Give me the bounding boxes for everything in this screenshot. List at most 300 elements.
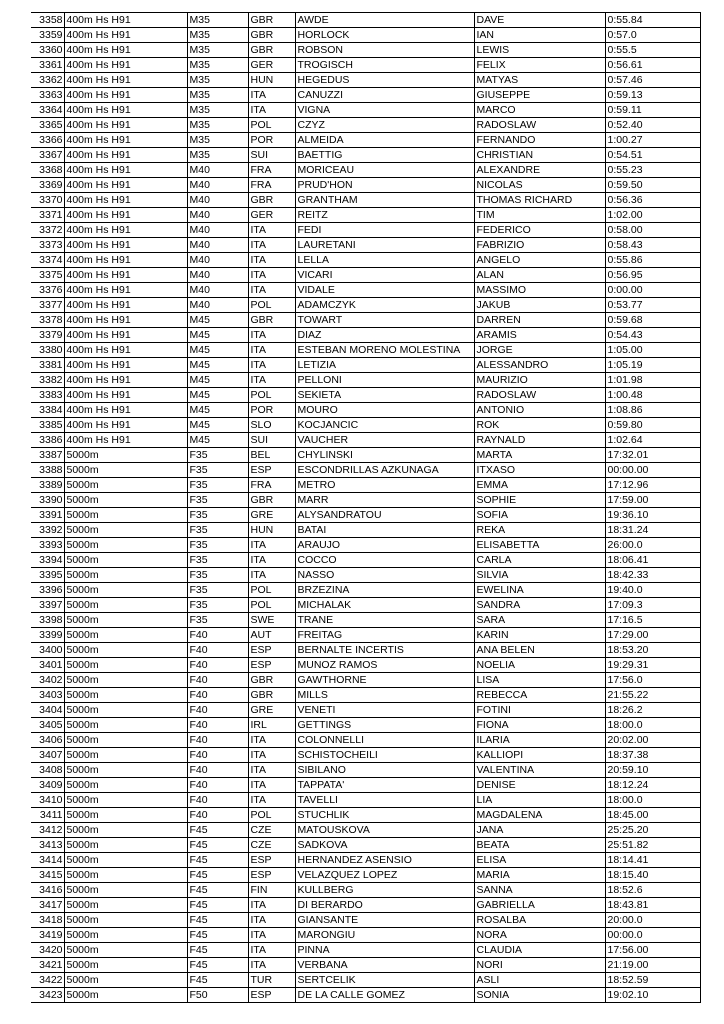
table-row <box>31 898 700 913</box>
table-row <box>31 433 700 448</box>
event-cell: 5000m <box>64 658 187 673</box>
entry-number: 3377 <box>31 298 64 313</box>
entry-number: 3375 <box>31 268 64 283</box>
category-cell: M35 <box>187 43 248 58</box>
category-cell: F35 <box>187 583 248 598</box>
nation-cell: ITA <box>248 793 295 808</box>
event-cell: 400m Hs H91 <box>64 268 187 283</box>
entry-number: 3382 <box>31 373 64 388</box>
event-cell: 400m Hs H91 <box>64 13 187 28</box>
nation-cell: ESP <box>248 988 295 1003</box>
category-cell: M45 <box>187 328 248 343</box>
time-cell: 1:00.48 <box>605 388 700 403</box>
table-row <box>31 658 700 673</box>
event-cell: 400m Hs H91 <box>64 433 187 448</box>
event-cell: 400m Hs H91 <box>64 328 187 343</box>
time-cell: 20:02.00 <box>605 733 700 748</box>
table-row <box>31 163 700 178</box>
category-cell: F45 <box>187 868 248 883</box>
first-name-cell: MARCO <box>474 103 605 118</box>
first-name-cell: KARIN <box>474 628 605 643</box>
time-cell: 20:59.10 <box>605 763 700 778</box>
first-name-cell: SARA <box>474 613 605 628</box>
entry-number: 3392 <box>31 523 64 538</box>
time-cell: 0:55.86 <box>605 253 700 268</box>
category-cell: F45 <box>187 943 248 958</box>
table-row <box>31 133 700 148</box>
first-name-cell: DENISE <box>474 778 605 793</box>
entry-number: 3405 <box>31 718 64 733</box>
time-cell: 20:00.0 <box>605 913 700 928</box>
time-cell: 19:40.0 <box>605 583 700 598</box>
category-cell: M45 <box>187 373 248 388</box>
first-name-cell: FOTINI <box>474 703 605 718</box>
category-cell: M40 <box>187 283 248 298</box>
surname-cell: ROBSON <box>295 43 474 58</box>
surname-cell: FEDI <box>295 223 474 238</box>
category-cell: F35 <box>187 523 248 538</box>
event-cell: 5000m <box>64 703 187 718</box>
table-row <box>31 793 700 808</box>
nation-cell: ITA <box>248 253 295 268</box>
table-row <box>31 703 700 718</box>
time-cell: 21:19.00 <box>605 958 700 973</box>
surname-cell: TRANE <box>295 613 474 628</box>
category-cell: F40 <box>187 688 248 703</box>
nation-cell: SUI <box>248 148 295 163</box>
time-cell: 0:58.43 <box>605 238 700 253</box>
time-cell: 0:52.40 <box>605 118 700 133</box>
event-cell: 5000m <box>64 688 187 703</box>
nation-cell: ITA <box>248 943 295 958</box>
event-cell: 5000m <box>64 913 187 928</box>
first-name-cell: EMMA <box>474 478 605 493</box>
nation-cell: GER <box>248 208 295 223</box>
time-cell: 00:00.0 <box>605 928 700 943</box>
first-name-cell: BEATA <box>474 838 605 853</box>
nation-cell: ITA <box>248 568 295 583</box>
first-name-cell: DAVE <box>474 13 605 28</box>
surname-cell: BAETTIG <box>295 148 474 163</box>
first-name-cell: EWELINA <box>474 583 605 598</box>
event-cell: 400m Hs H91 <box>64 148 187 163</box>
first-name-cell: ROK <box>474 418 605 433</box>
entry-number: 3410 <box>31 793 64 808</box>
surname-cell: MORICEAU <box>295 163 474 178</box>
entries-table-body <box>31 13 700 1003</box>
event-cell: 5000m <box>64 538 187 553</box>
table-row <box>31 568 700 583</box>
entry-number: 3383 <box>31 388 64 403</box>
time-cell: 19:29.31 <box>605 658 700 673</box>
nation-cell: ITA <box>248 268 295 283</box>
event-cell: 5000m <box>64 928 187 943</box>
table-row <box>31 88 700 103</box>
table-row <box>31 403 700 418</box>
nation-cell: POL <box>248 118 295 133</box>
category-cell: F35 <box>187 493 248 508</box>
time-cell: 1:02.64 <box>605 433 700 448</box>
entry-number: 3393 <box>31 538 64 553</box>
table-row <box>31 343 700 358</box>
first-name-cell: VALENTINA <box>474 763 605 778</box>
nation-cell: GBR <box>248 688 295 703</box>
nation-cell: POL <box>248 298 295 313</box>
surname-cell: VELAZQUEZ LOPEZ <box>295 868 474 883</box>
category-cell: F40 <box>187 748 248 763</box>
category-cell: F45 <box>187 958 248 973</box>
time-cell: 0:53.77 <box>605 298 700 313</box>
first-name-cell: SILVIA <box>474 568 605 583</box>
table-row <box>31 688 700 703</box>
category-cell: M45 <box>187 358 248 373</box>
table-row <box>31 928 700 943</box>
time-cell: 18:15.40 <box>605 868 700 883</box>
category-cell: M40 <box>187 298 248 313</box>
event-cell: 5000m <box>64 838 187 853</box>
time-cell: 18:06.41 <box>605 553 700 568</box>
event-cell: 5000m <box>64 883 187 898</box>
nation-cell: POL <box>248 598 295 613</box>
nation-cell: ITA <box>248 283 295 298</box>
category-cell: M40 <box>187 238 248 253</box>
time-cell: 25:25.20 <box>605 823 700 838</box>
entry-number: 3366 <box>31 133 64 148</box>
nation-cell: SLO <box>248 418 295 433</box>
surname-cell: VERBANA <box>295 958 474 973</box>
surname-cell: TOWART <box>295 313 474 328</box>
nation-cell: ITA <box>248 928 295 943</box>
table-row <box>31 883 700 898</box>
event-cell: 5000m <box>64 778 187 793</box>
table-row <box>31 268 700 283</box>
category-cell: M40 <box>187 253 248 268</box>
first-name-cell: GABRIELLA <box>474 898 605 913</box>
first-name-cell: RADOSLAW <box>474 118 605 133</box>
nation-cell: ITA <box>248 913 295 928</box>
surname-cell: KULLBERG <box>295 883 474 898</box>
entry-number: 3416 <box>31 883 64 898</box>
event-cell: 5000m <box>64 898 187 913</box>
time-cell: 18:43.81 <box>605 898 700 913</box>
entry-number: 3363 <box>31 88 64 103</box>
surname-cell: FREITAG <box>295 628 474 643</box>
event-cell: 400m Hs H91 <box>64 403 187 418</box>
first-name-cell: SONIA <box>474 988 605 1003</box>
category-cell: F35 <box>187 448 248 463</box>
entry-number: 3403 <box>31 688 64 703</box>
time-cell: 1:01.98 <box>605 373 700 388</box>
category-cell: M35 <box>187 88 248 103</box>
category-cell: F40 <box>187 703 248 718</box>
first-name-cell: KALLIOPI <box>474 748 605 763</box>
first-name-cell: MARIA <box>474 868 605 883</box>
table-row <box>31 358 700 373</box>
nation-cell: ITA <box>248 763 295 778</box>
nation-cell: BEL <box>248 448 295 463</box>
nation-cell: GBR <box>248 493 295 508</box>
entry-number: 3390 <box>31 493 64 508</box>
event-cell: 5000m <box>64 763 187 778</box>
event-cell: 400m Hs H91 <box>64 43 187 58</box>
surname-cell: MATOUSKOVA <box>295 823 474 838</box>
surname-cell: KOCJANCIC <box>295 418 474 433</box>
surname-cell: ARAUJO <box>295 538 474 553</box>
nation-cell: GBR <box>248 43 295 58</box>
category-cell: F35 <box>187 568 248 583</box>
event-cell: 5000m <box>64 988 187 1003</box>
entry-number: 3384 <box>31 403 64 418</box>
nation-cell: ITA <box>248 748 295 763</box>
surname-cell: REITZ <box>295 208 474 223</box>
nation-cell: ITA <box>248 733 295 748</box>
first-name-cell: FEDERICO <box>474 223 605 238</box>
event-cell: 5000m <box>64 463 187 478</box>
surname-cell: TROGISCH <box>295 58 474 73</box>
nation-cell: POL <box>248 388 295 403</box>
category-cell: M40 <box>187 193 248 208</box>
nation-cell: CZE <box>248 823 295 838</box>
nation-cell: ITA <box>248 898 295 913</box>
time-cell: 18:52.6 <box>605 883 700 898</box>
entry-number: 3378 <box>31 313 64 328</box>
surname-cell: BATAI <box>295 523 474 538</box>
time-cell: 17:16.5 <box>605 613 700 628</box>
table-row <box>31 748 700 763</box>
event-cell: 5000m <box>64 448 187 463</box>
event-cell: 5000m <box>64 748 187 763</box>
event-cell: 5000m <box>64 868 187 883</box>
event-cell: 5000m <box>64 973 187 988</box>
table-row <box>31 373 700 388</box>
first-name-cell: SANDRA <box>474 598 605 613</box>
entry-number: 3421 <box>31 958 64 973</box>
event-cell: 400m Hs H91 <box>64 208 187 223</box>
event-cell: 5000m <box>64 478 187 493</box>
time-cell: 0:56.36 <box>605 193 700 208</box>
category-cell: F35 <box>187 613 248 628</box>
surname-cell: BERNALTE INCERTIS <box>295 643 474 658</box>
nation-cell: IRL <box>248 718 295 733</box>
time-cell: 26:00.0 <box>605 538 700 553</box>
first-name-cell: LEWIS <box>474 43 605 58</box>
time-cell: 25:51.82 <box>605 838 700 853</box>
nation-cell: FRA <box>248 163 295 178</box>
entry-number: 3413 <box>31 838 64 853</box>
surname-cell: MARONGIU <box>295 928 474 943</box>
first-name-cell: ANA BELEN <box>474 643 605 658</box>
nation-cell: CZE <box>248 838 295 853</box>
table-row <box>31 193 700 208</box>
entry-number: 3369 <box>31 178 64 193</box>
event-cell: 400m Hs H91 <box>64 373 187 388</box>
table-row <box>31 283 700 298</box>
table-row <box>31 223 700 238</box>
nation-cell: FIN <box>248 883 295 898</box>
event-cell: 400m Hs H91 <box>64 358 187 373</box>
event-cell: 400m Hs H91 <box>64 388 187 403</box>
event-cell: 5000m <box>64 508 187 523</box>
category-cell: F45 <box>187 823 248 838</box>
table-row <box>31 838 700 853</box>
first-name-cell: NOELIA <box>474 658 605 673</box>
event-cell: 400m Hs H91 <box>64 73 187 88</box>
surname-cell: PELLONI <box>295 373 474 388</box>
surname-cell: MUNOZ RAMOS <box>295 658 474 673</box>
nation-cell: GBR <box>248 673 295 688</box>
nation-cell: ITA <box>248 958 295 973</box>
category-cell: F40 <box>187 673 248 688</box>
table-row <box>31 868 700 883</box>
event-cell: 400m Hs H91 <box>64 103 187 118</box>
time-cell: 1:02.00 <box>605 208 700 223</box>
first-name-cell: TIM <box>474 208 605 223</box>
first-name-cell: MAURIZIO <box>474 373 605 388</box>
time-cell: 18:53.20 <box>605 643 700 658</box>
category-cell: F45 <box>187 973 248 988</box>
category-cell: F35 <box>187 478 248 493</box>
entry-number: 3408 <box>31 763 64 778</box>
nation-cell: ITA <box>248 553 295 568</box>
event-cell: 400m Hs H91 <box>64 283 187 298</box>
event-cell: 5000m <box>64 523 187 538</box>
entry-number: 3389 <box>31 478 64 493</box>
category-cell: F40 <box>187 718 248 733</box>
nation-cell: GRE <box>248 703 295 718</box>
time-cell: 00:00.00 <box>605 463 700 478</box>
event-cell: 400m Hs H91 <box>64 178 187 193</box>
nation-cell: POR <box>248 403 295 418</box>
surname-cell: PINNA <box>295 943 474 958</box>
first-name-cell: ASLI <box>474 973 605 988</box>
nation-cell: POL <box>248 583 295 598</box>
first-name-cell: FELIX <box>474 58 605 73</box>
time-cell: 0:57.46 <box>605 73 700 88</box>
table-row <box>31 73 700 88</box>
first-name-cell: MARTA <box>474 448 605 463</box>
category-cell: M40 <box>187 163 248 178</box>
time-cell: 0:55.84 <box>605 13 700 28</box>
event-cell: 5000m <box>64 718 187 733</box>
table-row <box>31 778 700 793</box>
entry-number: 3386 <box>31 433 64 448</box>
entry-number: 3381 <box>31 358 64 373</box>
surname-cell: TAVELLI <box>295 793 474 808</box>
surname-cell: VIGNA <box>295 103 474 118</box>
first-name-cell: ALESSANDRO <box>474 358 605 373</box>
nation-cell: GBR <box>248 313 295 328</box>
nation-cell: GBR <box>248 13 295 28</box>
surname-cell: VENETI <box>295 703 474 718</box>
category-cell: F50 <box>187 988 248 1003</box>
table-row <box>31 13 700 28</box>
entry-number: 3419 <box>31 928 64 943</box>
category-cell: F40 <box>187 808 248 823</box>
entry-number: 3364 <box>31 103 64 118</box>
entry-number: 3394 <box>31 553 64 568</box>
surname-cell: ESCONDRILLAS AZKUNAGA <box>295 463 474 478</box>
surname-cell: CHYLINSKI <box>295 448 474 463</box>
surname-cell: ALYSANDRATOU <box>295 508 474 523</box>
category-cell: F40 <box>187 778 248 793</box>
entry-number: 3401 <box>31 658 64 673</box>
entry-number: 3373 <box>31 238 64 253</box>
entry-number: 3411 <box>31 808 64 823</box>
first-name-cell: ROSALBA <box>474 913 605 928</box>
entry-number: 3417 <box>31 898 64 913</box>
first-name-cell: ITXASO <box>474 463 605 478</box>
time-cell: 0:00.00 <box>605 283 700 298</box>
time-cell: 18:45.00 <box>605 808 700 823</box>
event-cell: 400m Hs H91 <box>64 223 187 238</box>
entry-number: 3398 <box>31 613 64 628</box>
category-cell: F45 <box>187 853 248 868</box>
surname-cell: HORLOCK <box>295 28 474 43</box>
table-row <box>31 613 700 628</box>
time-cell: 18:00.0 <box>605 793 700 808</box>
entry-number: 3358 <box>31 13 64 28</box>
event-cell: 400m Hs H91 <box>64 28 187 43</box>
first-name-cell: FIONA <box>474 718 605 733</box>
nation-cell: ESP <box>248 853 295 868</box>
nation-cell: ITA <box>248 778 295 793</box>
event-cell: 400m Hs H91 <box>64 343 187 358</box>
time-cell: 17:56.00 <box>605 943 700 958</box>
time-cell: 0:59.68 <box>605 313 700 328</box>
entry-number: 3362 <box>31 73 64 88</box>
surname-cell: METRO <box>295 478 474 493</box>
table-row <box>31 478 700 493</box>
table-row <box>31 628 700 643</box>
surname-cell: MILLS <box>295 688 474 703</box>
table-row <box>31 118 700 133</box>
table-row <box>31 643 700 658</box>
table-row <box>31 988 700 1003</box>
entry-number: 3400 <box>31 643 64 658</box>
category-cell: F45 <box>187 928 248 943</box>
time-cell: 1:05.00 <box>605 343 700 358</box>
event-cell: 5000m <box>64 493 187 508</box>
entry-number: 3418 <box>31 913 64 928</box>
event-cell: 400m Hs H91 <box>64 58 187 73</box>
surname-cell: SERTCELIK <box>295 973 474 988</box>
first-name-cell: ELISA <box>474 853 605 868</box>
first-name-cell: RADOSLAW <box>474 388 605 403</box>
table-row <box>31 508 700 523</box>
category-cell: M35 <box>187 13 248 28</box>
table-row <box>31 943 700 958</box>
time-cell: 18:12.24 <box>605 778 700 793</box>
category-cell: F45 <box>187 913 248 928</box>
entry-number: 3402 <box>31 673 64 688</box>
entry-number: 3407 <box>31 748 64 763</box>
surname-cell: ALMEIDA <box>295 133 474 148</box>
category-cell: M35 <box>187 118 248 133</box>
event-cell: 400m Hs H91 <box>64 163 187 178</box>
time-cell: 0:59.50 <box>605 178 700 193</box>
table-row <box>31 763 700 778</box>
table-row <box>31 913 700 928</box>
nation-cell: TUR <box>248 973 295 988</box>
first-name-cell: NORA <box>474 928 605 943</box>
surname-cell: VICARI <box>295 268 474 283</box>
table-row <box>31 973 700 988</box>
category-cell: F40 <box>187 628 248 643</box>
time-cell: 0:54.51 <box>605 148 700 163</box>
first-name-cell: IAN <box>474 28 605 43</box>
time-cell: 18:52.59 <box>605 973 700 988</box>
category-cell: M40 <box>187 208 248 223</box>
